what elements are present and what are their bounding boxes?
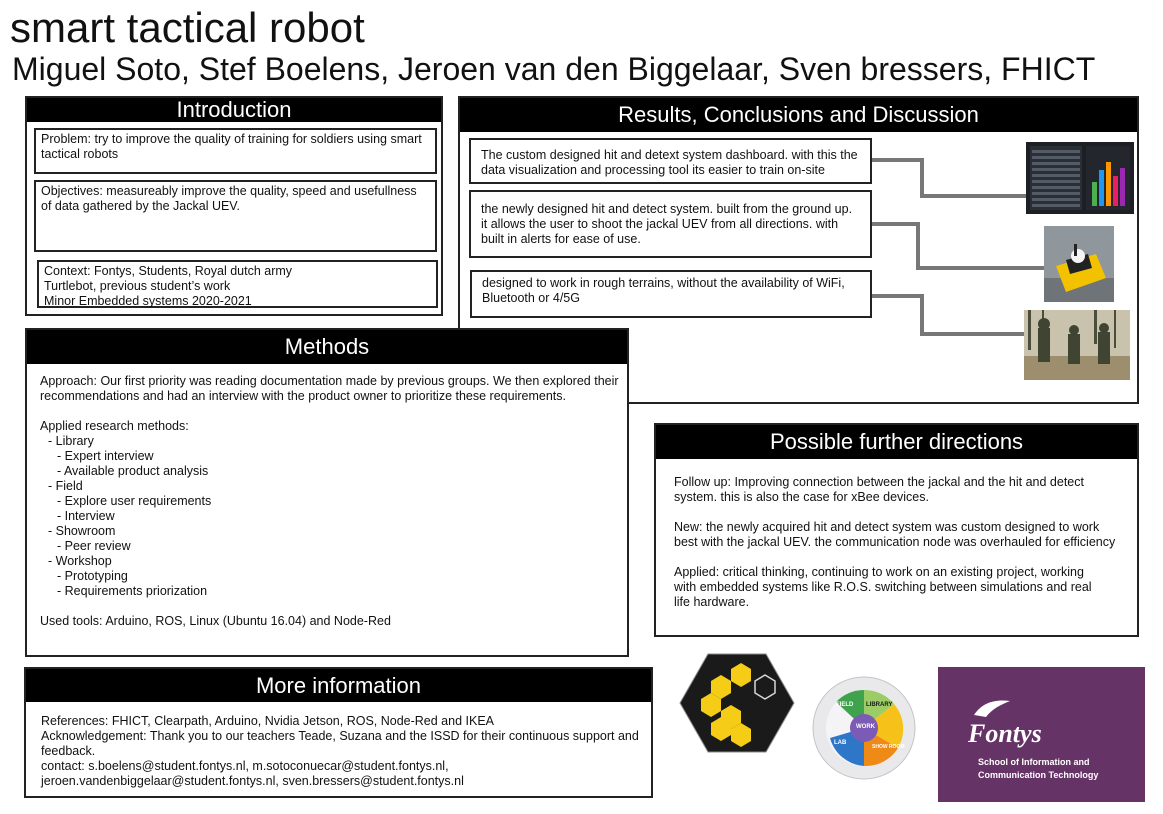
further-directions-panel [654, 423, 1139, 637]
problem-box: Problem: try to improve the quality of training for soldiers using smart tactical robots [34, 128, 437, 174]
methods-tools: Used tools: Arduino, ROS, Linux (Ubuntu 16.04) and Node-Red [40, 614, 391, 628]
results-item-terrain: designed to work in rough terrains, without the availability of WiFi, Bluetooth or 4/5G [470, 270, 872, 318]
fontys-logo-subtitle-1: School of Information and [978, 757, 1090, 767]
contact-text-line1: contact: s.boelens@student.fontys.nl, m.sotoconuecar@student.fontys.nl, [41, 759, 449, 773]
contact-text-line2: jeroen.vandenbiggelaar@student.fontys.nl, sven.bressers@student.fontys.nl [41, 774, 464, 788]
dashboard-screenshot [1026, 142, 1134, 214]
connector-line [920, 332, 1026, 336]
method-group-showroom: - Showroom [48, 524, 116, 538]
connector-line [920, 194, 1026, 198]
results-item-dashboard: The custom designed hit and detext system dashboard. with this the data visualization and processing tool its easier to train on-site [469, 138, 872, 184]
method-item: - Peer review [57, 539, 131, 553]
fontys-logo-name: Fontys [968, 719, 1042, 748]
results-heading: Results, Conclusions and Discussion [460, 98, 1137, 132]
more-information-heading: More information [26, 669, 651, 702]
methods-applied-title: Applied research methods: [40, 419, 189, 433]
context-line: Turtlebot, previous student’s work [44, 279, 231, 293]
references-text: References: FHICT, Clearpath, Arduino, Nvidia Jetson, ROS, Node-Red and IKEA [41, 714, 494, 728]
circle-label-work: WORK [856, 724, 875, 730]
further-follow-up: Follow up: Improving connection between the jackal and the hit and detect system. this is also the case for xBee devices. [674, 475, 1084, 504]
connector-line [872, 294, 922, 298]
robot-photo [1044, 226, 1114, 302]
method-group-workshop: - Workshop [48, 554, 112, 568]
more-information-body [41, 714, 641, 789]
results-item-hit-detect: the newly designed hit and detect system. built from the ground up. it allows the user to shoot the jackal UEV from all directions. with built in alerts for ease of use. [469, 190, 872, 258]
connector-line [916, 222, 920, 270]
method-item: - Interview [57, 509, 115, 523]
method-item: - Explore user requirements [57, 494, 212, 508]
poster-title: smart tactical robot [10, 4, 365, 51]
circle-label-showroom: SHOW ROOM [872, 744, 905, 750]
hexagon-logo-graphic [679, 653, 795, 753]
further-new: New: the newly acquired hit and detect system was custom designed to work best with the jackal UEV. the communication node was overhauled for efficiency [674, 520, 1116, 549]
hexagon-logo [679, 653, 795, 753]
fontys-bird-icon [972, 697, 1012, 719]
connector-line [872, 222, 918, 226]
methods-panel [25, 328, 629, 657]
circle-label-lab: LAB [834, 740, 847, 746]
robot-graphic [1044, 226, 1114, 302]
connector-line [920, 294, 924, 336]
methods-heading: Methods [27, 330, 627, 364]
context-line: Minor Embedded systems 2020-2021 [44, 294, 252, 308]
context-box [37, 260, 438, 308]
fontys-logo-subtitle-2: Communication Technology [978, 770, 1099, 780]
research-methods-circle-logo [812, 676, 916, 780]
introduction-panel [25, 96, 443, 316]
connector-line [920, 158, 924, 198]
method-item: - Expert interview [57, 449, 154, 463]
poster-authors: Miguel Soto, Stef Boelens, Jeroen van den Biggelaar, Sven bressers, FHICT [12, 51, 1096, 87]
method-group-library: - Library [48, 434, 94, 448]
method-item: - Prototyping [57, 569, 128, 583]
further-applied: Applied: critical thinking, continuing to work on an existing project, working with embedded systems like R.O.S. switching between simulations and real life hardware. [674, 565, 1092, 609]
circle-label-library: LIBRARY [866, 702, 893, 708]
connector-line [872, 158, 922, 162]
fontys-logo [938, 667, 1145, 802]
further-directions-body [674, 475, 1119, 610]
soldiers-photo [1024, 310, 1130, 380]
soldiers-graphic [1024, 310, 1130, 380]
circle-label-field: FIELD [836, 702, 854, 708]
acknowledgement-text: Acknowledgement: Thank you to our teachers Teade, Suzana and the ISSD for their continuous support and feedback. [41, 729, 639, 758]
method-item: - Available product analysis [57, 464, 209, 478]
introduction-heading: Introduction [27, 98, 441, 122]
context-line: Context: Fontys, Students, Royal dutch army [44, 264, 293, 278]
connector-line [916, 266, 1046, 270]
dashboard-graphic [1026, 142, 1134, 214]
method-group-field: - Field [48, 479, 83, 493]
more-information-panel [24, 667, 653, 798]
objectives-box: Objectives: measureably improve the quality, speed and usefullness of data gathered by the Jackal UEV. [34, 180, 437, 252]
further-directions-heading: Possible further directions [656, 425, 1137, 459]
method-item: - Requirements priorization [57, 584, 208, 598]
methods-body [40, 374, 620, 629]
methods-approach: Approach: Our first priority was reading documentation made by previous groups. We then explored their recommendations and had an interview with the product owner to prioritize these requirements. [40, 374, 619, 403]
